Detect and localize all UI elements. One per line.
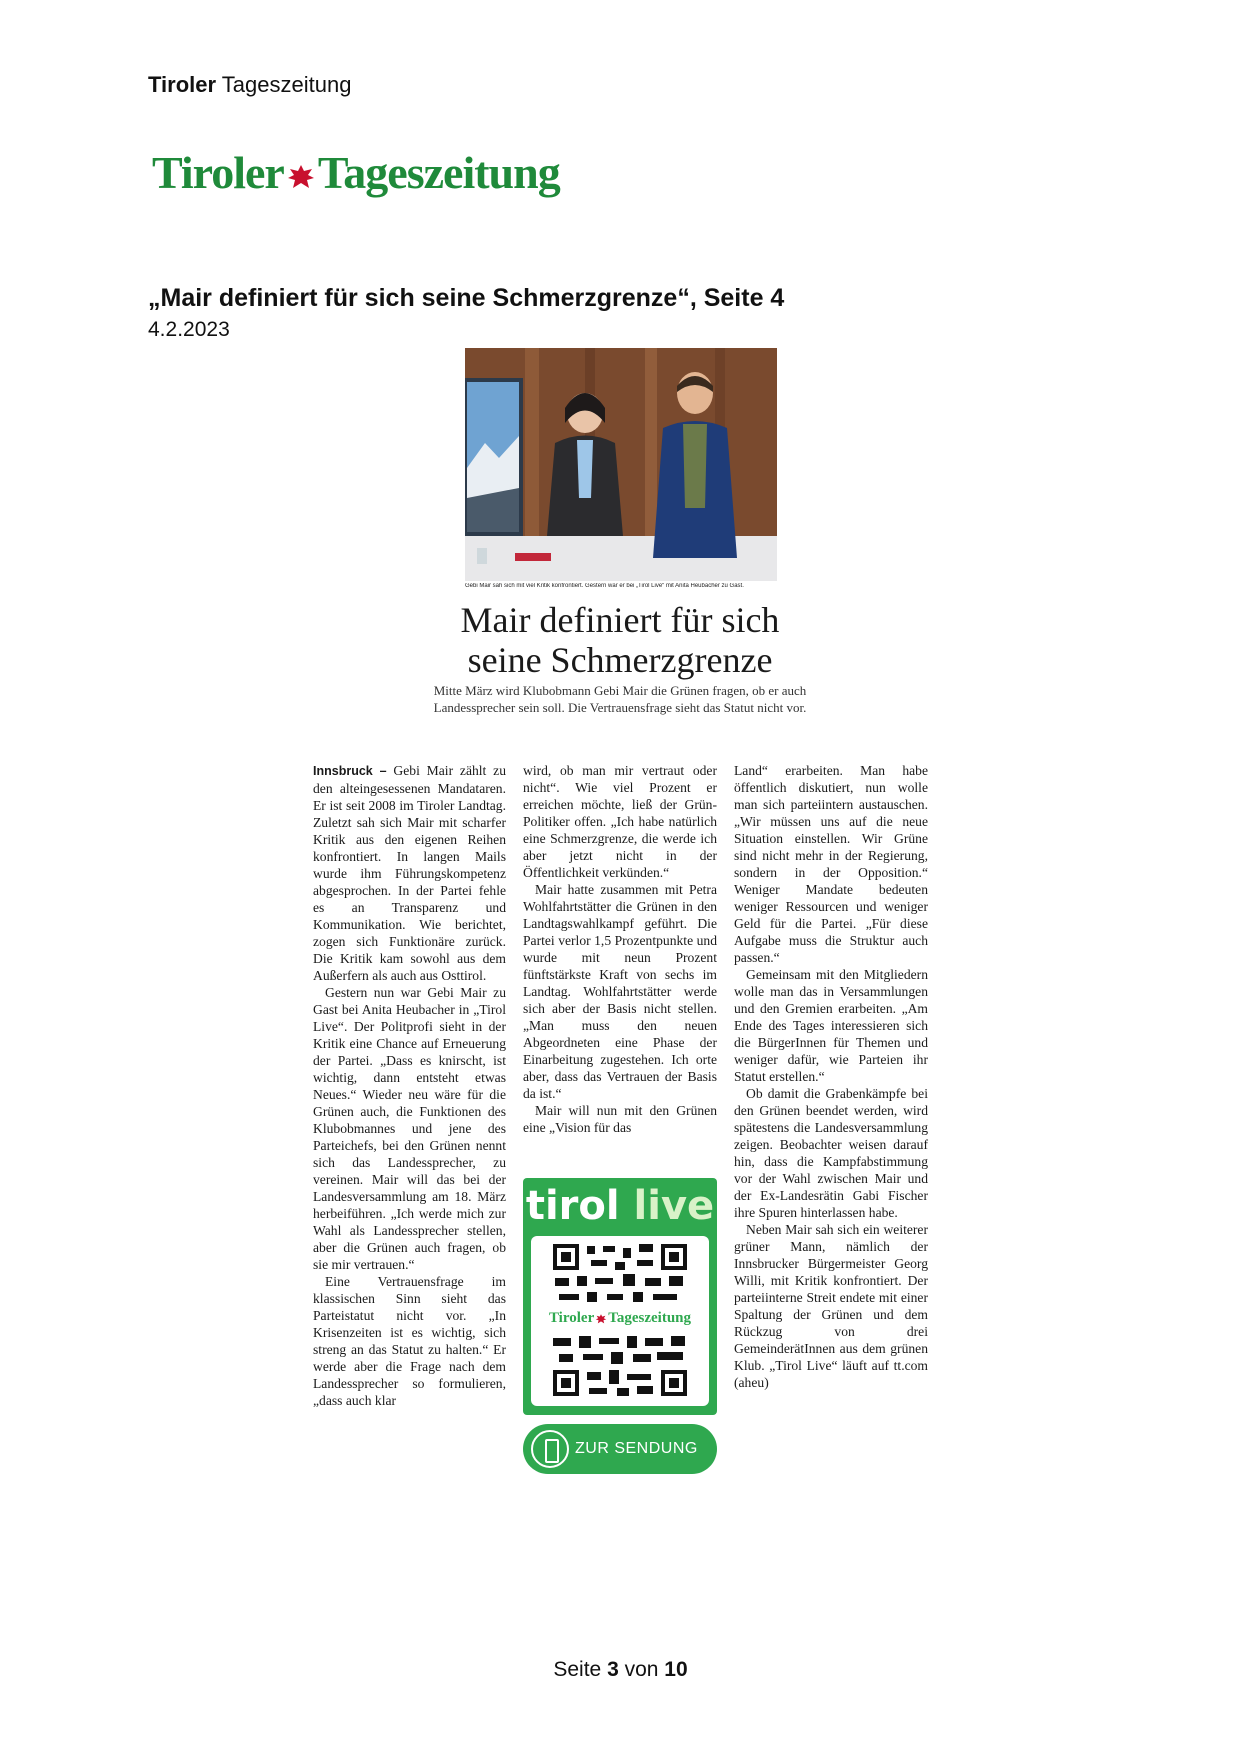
publication-header: [148, 72, 351, 98]
logo-part1: Tiroler: [152, 147, 284, 198]
promo-logo: [531, 1310, 709, 1327]
headline-line2: seine Schmerzgrenze: [467, 640, 773, 680]
paragraph: wird, ob man mir vertraut oder nicht“. Wie viel Prozent er erreichen möchte, ließ der Grün-Politiker offen. „Ich habe natürlich eine Schmerzgrenze, die werde ich aber jetzt nicht in der Öffentlichkeit verkünden.“: [523, 763, 717, 880]
promo-title-a: tirol: [525, 1183, 620, 1229]
publication-name-rest: Tageszeitung: [216, 72, 352, 97]
logo-part2: Tageszeitung: [317, 147, 560, 198]
clipping-subhead: Mitte März wird Klubobmann Gebi Mair die Grünen fragen, ob er auch Landessprecher sein soll. Die Vertrauensfrage sieht das Statut nicht vor.: [433, 683, 807, 715]
zur-sendung-button[interactable]: [523, 1424, 717, 1474]
photo-illustration: [465, 348, 777, 581]
paragraph: Gemeinsam mit den Mitgliedern wolle man das in Versammlungen und den Gremien erarbeiten. „Am Ende des Tages interessieren sich die BürgerInnen für Themen und weniger dafür, wie Parteien ihr Statut erstellen.“: [734, 967, 928, 1084]
clipping-headline: [400, 600, 840, 680]
publication-name-bold: Tiroler: [148, 72, 217, 97]
qr-code-icon[interactable]: [553, 1336, 687, 1396]
paragraph: Mair will nun mit den Grünen eine „Vision für das: [523, 1103, 717, 1135]
zur-sendung-label: ZUR SENDUNG: [575, 1440, 698, 1457]
footer-prefix: Seite: [553, 1658, 608, 1681]
promo-logo-b: Tageszeitung: [608, 1310, 692, 1326]
page-footer: [0, 1658, 1241, 1682]
eagle-icon: [286, 162, 316, 192]
promo-logo-a: Tiroler: [548, 1310, 595, 1326]
qr-code-icon[interactable]: [553, 1244, 687, 1304]
qr-panel: [531, 1236, 709, 1406]
article-date: 4.2.2023: [148, 318, 230, 341]
photo-caption: Gebi Mair sah sich mit viel Kritik konfrontiert. Gestern war er bei „Tirol Live“ mit Anita Heubacher zu Gast.: [465, 583, 744, 589]
promo-title: [523, 1178, 717, 1234]
text-column-3: [734, 762, 928, 1391]
paragraph: Gestern nun war Gebi Mair zu Gast bei Anita Heubacher in „Tirol Live“. Der Politprofi sieht in der Kritik eine Chance auf Erneuerung der Partei. „Dass es knirscht, ist wichtig, dann entsteht etwas Neues.“ Wieder neu wäre für die Grünen auch, die Funktionen des Klubobmannes und jene des Parteichefs, bei den Grünen nennt sich das Landessprecher, zu vereinen. Mair will das bei der Landesversammlung am 18. März herbeiführen. „Ich werde mich zur Wahl als Landessprecher stellen, aber die Grünen auch fragen, ob sie mir vertrauen.“: [313, 985, 506, 1272]
eagle-icon: [595, 1313, 607, 1325]
promo-card: [523, 1178, 717, 1415]
article-title: „Mair definiert für sich seine Schmerzgrenze“, Seite 4: [148, 284, 785, 312]
paragraph: Land“ erarbeiten. Man habe öffentlich diskutiert, nun wolle man sich parteiintern austauschen. „Wir müssen uns auf die neue Situation einstellen. Wir Grüne sind nicht mehr in der Regierung, sondern in der Opposition.“ Weniger Mandate bedeuten weniger Ressourcen und weniger Geld für die Partei. „Für diese Aufgabe muss die Struktur auch passen.“: [734, 763, 928, 965]
paragraph-text: Gebi Mair zählt zu den alteingesessenen Mandataren. Er ist seit 2008 im Tiroler Landtag. Zuletzt sah sich Mair mit scharfer Kritik aus den eigenen Reihen konfrontiert. In langen Mails wurde ihm Führungskompetenz abgesprochen. In der Partei fehle es an Transparenz und Kommunikation. Wie berichtet, zogen sich Funktionäre zurück. Die Kritik kam sowohl aus dem Außerfern als auch aus Osttirol.: [313, 763, 506, 983]
footer-middle: von: [618, 1658, 665, 1681]
footer-current-page: 3: [607, 1658, 619, 1681]
paragraph: Ob damit die Grabenkämpfe bei den Grünen beendet werden, wird spätestens die Landesversammlung zeigen. Beobachter weisen darauf hin, dass die Kampfabstimmung vor der Wahl zwischen Mair und der Ex-Landesrätin Gabi Fischer ihre Spuren hinterlassen habe.: [734, 1086, 928, 1220]
dateline: Innsbruck –: [313, 764, 387, 778]
text-column-1: [313, 762, 506, 1409]
promo-title-b: live: [619, 1183, 715, 1229]
text-column-2: [523, 762, 717, 1136]
footer-total-pages: 10: [664, 1658, 688, 1681]
paragraph: [313, 762, 506, 984]
paragraph: Eine Vertrauensfrage im klassischen Sinn sieht das Parteistatut nicht vor. „In Krisenzeiten ist es wichtig, sich streng an das Statut zu halten.“ Er werde aber die Frage nach dem Landessprecher so formulieren, „dass auch klar: [313, 1274, 506, 1408]
headline-line1: Mair definiert für sich: [460, 600, 780, 640]
tirol-live-promo: [523, 1178, 717, 1474]
paragraph: Neben Mair sah sich ein weiterer grüner Mann, nämlich der Innsbrucker Bürgermeister Georg Willi, mit Kritik konfrontiert. Der parteiinterne Streit endete mit einer Spaltung der Grünen und dem Rückzug von drei GemeinderätInnen aus dem grünen Klub. „Tirol Live“ läuft auf tt.com (aheu): [734, 1222, 928, 1390]
paragraph: Mair hatte zusammen mit Petra Wohlfahrtstätter die Grünen in den Landtagswahlkampf geführt. Die Partei verlor 1,5 Prozentpunkte und wurde mit neun Prozent fünftstärkste Kraft von sechs im Landtag. Wohlfahrtstätter werde sich aber der Basis nicht stellen. „Man muss den neuen Abgeordneten eine Phase der Einarbeitung zugestehen. Ich orte aber, dass das Vertrauen der Basis da ist.“: [523, 882, 717, 1101]
phone-icon: [531, 1430, 569, 1468]
article-photo: [465, 348, 777, 581]
newspaper-logo: [152, 146, 560, 199]
